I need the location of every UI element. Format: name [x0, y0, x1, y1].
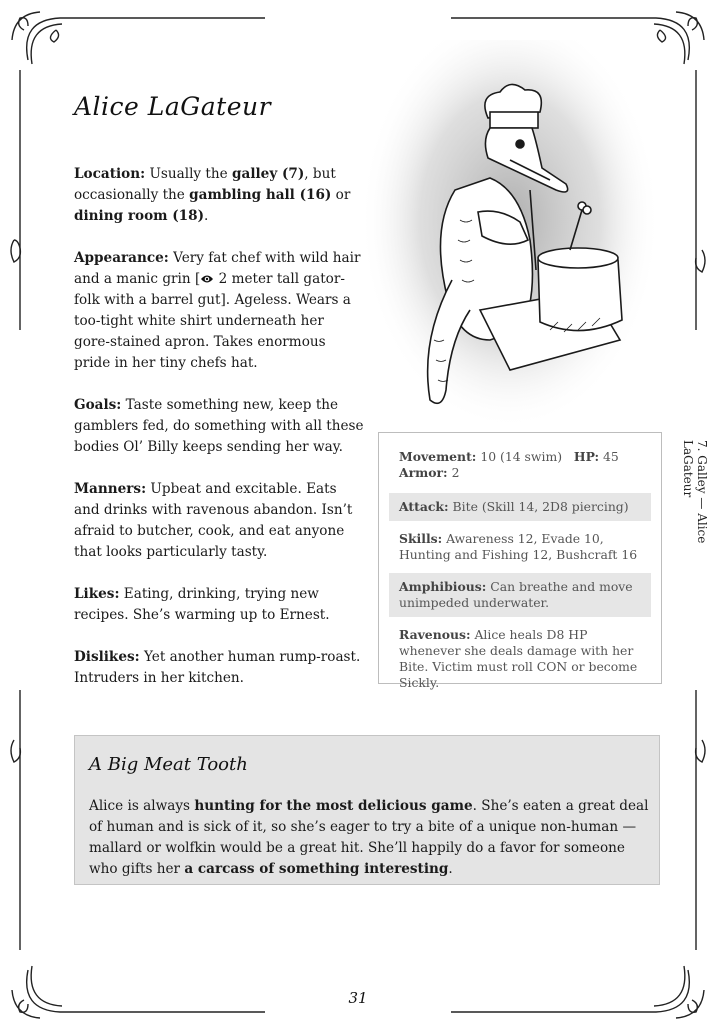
appearance-text: Very fat chef with wild hair and a manic grin [: [74, 250, 361, 287]
callout-box: [74, 735, 660, 885]
likes-label: Likes:: [74, 586, 120, 602]
callout-bold-carcass: a carcass of something interesting: [184, 861, 449, 877]
hp-value: 45: [599, 449, 619, 464]
attack-value: Bite (Skill 14, 2D8 piercing): [448, 499, 629, 514]
amphibious-value: Can breathe and move unimpeded underwater.: [399, 579, 633, 610]
location-paragraph: [74, 164, 364, 227]
movement-hp-armor-row: [379, 433, 661, 487]
eye-icon: [200, 274, 214, 284]
callout-text: [89, 796, 651, 880]
armor-label: Armor:: [399, 465, 448, 480]
skills-value: Awareness 12, Evade 10, Hunting and Fishing 12, Bushcraft 16: [399, 531, 638, 562]
likes-paragraph: [74, 584, 364, 626]
location-text: .: [204, 208, 209, 224]
attack-label: Attack:: [399, 499, 449, 514]
location-galley: galley (7): [232, 166, 305, 182]
callout-title: A Big Meat Tooth: [89, 754, 248, 775]
manners-paragraph: [74, 479, 364, 563]
amphibious-label: Amphibious:: [399, 579, 487, 594]
dislikes-paragraph: [74, 647, 364, 689]
manners-label: Manners:: [74, 481, 147, 497]
ravenous-label: Ravenous:: [399, 627, 471, 642]
goals-text: Taste something new, keep the gamblers fed, do something with all these bodies Ol’ Billy keeps sending her way.: [74, 397, 364, 455]
dislikes-text: Yet another human rump-roast. Intruders in her kitchen.: [74, 649, 361, 686]
page-number: 31: [348, 989, 368, 1007]
armor-value: 2: [447, 465, 460, 480]
location-gambling-hall: gambling hall (16): [189, 187, 332, 203]
skills-row: [379, 521, 661, 573]
ravenous-row: [379, 617, 661, 697]
location-text: , but occasionally the: [74, 166, 336, 203]
ravenous-value: Alice heals D8 HP whenever she deals damage with her Bite. Victim must roll CON or become Sickly.: [399, 627, 638, 690]
callout-text-part: . She’s eaten a great deal of human and is sick of it, so she’s eager to try a bite of a unique non-human — mallard or wolfkin would be a great hit. She’ll happily do a favor for someone who gifts her: [89, 798, 649, 877]
callout-bold-hunting: hunting for the most delicious game: [194, 798, 473, 814]
skills-label: Skills:: [399, 531, 443, 546]
hp-label: HP:: [573, 449, 600, 464]
likes-text: Eating, drinking, trying new recipes. She’s warming up to Ernest.: [74, 586, 330, 623]
npc-description: [74, 164, 364, 710]
page-title: Alice LaGateur: [74, 92, 272, 121]
location-text: Usually the: [145, 166, 233, 182]
manners-text: Upbeat and excitable. Eats and drinks with ravenous abandon. Isn’t afraid to butcher, cook, and eat anyone that looks particularly tasty.: [74, 481, 353, 560]
amphibious-row: [389, 573, 651, 617]
attack-row: [389, 493, 651, 521]
goals-label: Goals:: [74, 397, 122, 413]
appearance-text: 2 meter tall gator-folk with a barrel gut]. Ageless. Wears a too-tight white shirt underneath her gore-stained apron. Takes enormous pride in her tiny chefs hat.: [74, 271, 351, 371]
gator-chef-illustration: [360, 40, 660, 440]
location-label: Location:: [74, 166, 146, 182]
appearance-label: Appearance:: [74, 250, 169, 266]
goals-paragraph: [74, 395, 364, 458]
callout-text-part: .: [448, 861, 453, 877]
location-dining-room: dining room (18): [74, 208, 205, 224]
chapter-side-label: 7. Galley — Alice LaGateur: [681, 440, 709, 544]
movement-label: Movement:: [399, 449, 477, 464]
stat-block: [378, 432, 662, 690]
movement-value: 10 (14 swim): [476, 449, 563, 464]
callout-text-part: Alice is always: [89, 798, 195, 814]
dislikes-label: Dislikes:: [74, 649, 140, 665]
appearance-paragraph: [74, 248, 364, 374]
location-text: or: [331, 187, 351, 203]
